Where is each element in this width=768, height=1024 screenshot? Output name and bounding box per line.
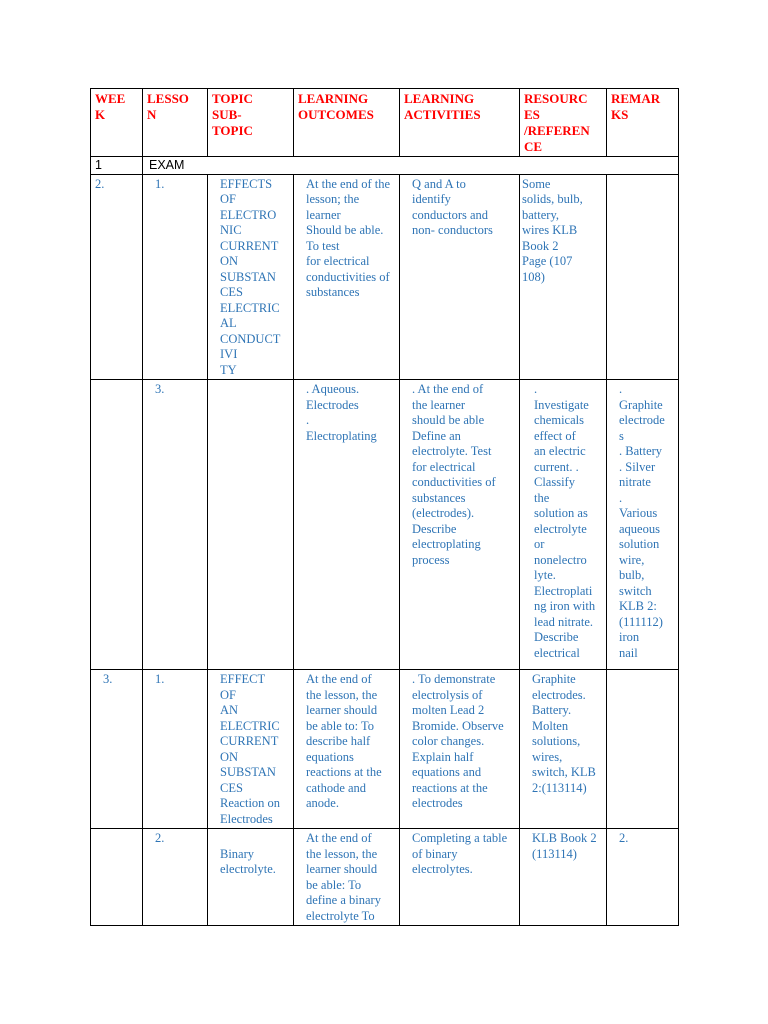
remarks-cell xyxy=(607,174,679,380)
week-cell xyxy=(91,829,143,926)
resources-cell: KLB Book 2 (113114) xyxy=(520,829,607,926)
table-row-exam xyxy=(91,157,679,175)
lesson-cell: 2. xyxy=(143,829,208,926)
header-row xyxy=(91,89,679,157)
header-remarks: REMAR KS xyxy=(607,89,679,157)
week-cell: 1 xyxy=(91,157,143,175)
week-cell xyxy=(91,380,143,670)
header-learning-activities: LEARNING ACTIVITIES xyxy=(400,89,520,157)
table-row xyxy=(91,829,679,926)
header-learning-outcomes: LEARNING OUTCOMES xyxy=(294,89,400,157)
remarks-cell: . Graphite electrode s . Battery . Silver nitrate . Various aqueous solution wire, bulb, switch KLB 2: (111112) iron nail xyxy=(607,380,679,670)
header-week: WEE K xyxy=(91,89,143,157)
resources-cell: Graphite electrodes. Battery. Molten solutions, wires, switch, KLB 2:(113114) xyxy=(520,670,607,829)
remarks-cell: 2. xyxy=(607,829,679,926)
week-cell: 2. xyxy=(91,174,143,380)
outcomes-cell: At the end of the lesson, the learner should be able: To define a binary electrolyte To xyxy=(294,829,400,926)
header-topic: TOPIC SUB- TOPIC xyxy=(208,89,294,157)
exam-cell: EXAM xyxy=(143,157,679,175)
week-cell: 3. xyxy=(91,670,143,829)
table-row xyxy=(91,174,679,380)
resources-cell: Some solids, bulb, battery, wires KLB Book 2 Page (107 108) xyxy=(520,174,607,380)
resources-cell: . Investigate chemicals effect of an electric current. . Classify the solution as electrolyte or nonelectro lyte. Electroplati ng iron with lead nitrate. Describe electrical xyxy=(520,380,607,670)
topic-cell xyxy=(208,380,294,670)
activities-cell: . At the end of the learner should be able Define an electrolyte. Test for electrical conductivities of substances (electrodes). Describe electroplating process xyxy=(400,380,520,670)
activities-cell: Completing a table of binary electrolytes. xyxy=(400,829,520,926)
lesson-cell: 3. xyxy=(143,380,208,670)
topic-cell: Binary electrolyte. xyxy=(208,829,294,926)
table-row xyxy=(91,670,679,829)
table-row xyxy=(91,380,679,670)
outcomes-cell: At the end of the lesson; the learner Should be able. To test for electrical conductivities of substances xyxy=(294,174,400,380)
topic-cell: EFFECTS OF ELECTRO NIC CURRENT ON SUBSTAN CES ELECTRIC AL CONDUCT IVI TY xyxy=(208,174,294,380)
lesson-cell: 1. xyxy=(143,174,208,380)
header-lesson: LESSO N xyxy=(143,89,208,157)
activities-cell: Q and A to identify conductors and non- conductors xyxy=(400,174,520,380)
activities-cell: . To demonstrate electrolysis of molten Lead 2 Bromide. Observe color changes. Explain half equations and reactions at the electrodes xyxy=(400,670,520,829)
outcomes-cell: At the end of the lesson, the learner should be able to: To describe half equations reactions at the cathode and anode. xyxy=(294,670,400,829)
header-resources: RESOURC ES /REFEREN CE xyxy=(520,89,607,157)
lesson-cell: 1. xyxy=(143,670,208,829)
topic-cell: EFFECT OF AN ELECTRIC CURRENT ON SUBSTAN CES Reaction on Electrodes xyxy=(208,670,294,829)
remarks-cell xyxy=(607,670,679,829)
outcomes-cell: . Aqueous. Electrodes . Electroplating xyxy=(294,380,400,670)
scheme-of-work-table xyxy=(90,88,679,926)
